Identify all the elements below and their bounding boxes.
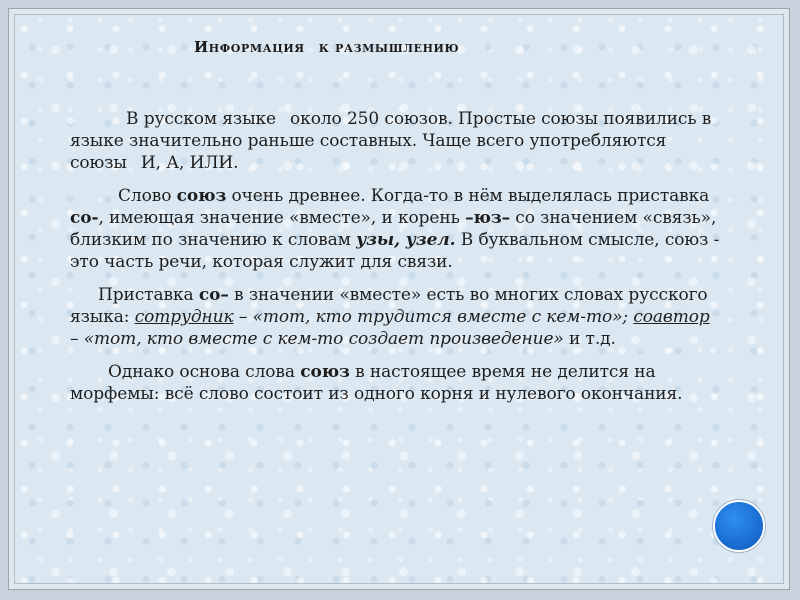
paragraph-3 [70, 284, 720, 350]
p2-bold-italic-words: узы, узел. [356, 230, 456, 250]
p2-text: очень древнее. Когда-то в нём выделялась приставка [226, 186, 710, 206]
p2-text: Слово [118, 186, 177, 206]
p2-bold-word: союз [176, 186, 227, 206]
paragraph-4 [70, 361, 720, 405]
p3-text: Приставка [98, 285, 199, 305]
p2-text: , имеющая значение «вместе», и корень [98, 208, 466, 228]
paragraph-1 [70, 108, 720, 174]
p3-text: – [233, 307, 253, 327]
p3-bold-prefix: со– [198, 285, 229, 305]
p4-text: Однако основа слова [108, 362, 301, 382]
p3-text: и т.д. [563, 329, 616, 349]
title-word-1: Информация [194, 38, 305, 56]
p2-bold-prefix: со- [70, 208, 99, 228]
title-word-2: к размышлению [318, 38, 460, 56]
p3-example-word-2: соавтор [633, 307, 710, 327]
p2-text: со значением «связь», близким по значению к словам [70, 208, 717, 250]
p1-text-1: В русском языке [126, 109, 277, 129]
p3-example-word-1: сотрудник [134, 307, 234, 327]
p4-text: в настоящее время не делится на морфемы: всё слово состоит из одного корня и нулевого окончания. [70, 362, 683, 404]
slide-body [70, 108, 720, 416]
p1-text-3: И, А, ИЛИ. [140, 153, 239, 173]
paragraph-2 [70, 185, 720, 273]
p3-definition-1: «тот, кто трудится вместе с кем-то»; [252, 307, 629, 327]
p3-text: в значении «вместе» есть во многих словах русского языка: [70, 285, 708, 327]
p2-text: В буквальном смысле, союз - это часть речи, которая служит для связи. [70, 230, 720, 272]
p2-bold-root: –юз– [465, 208, 510, 228]
p4-bold-word: союз [300, 362, 350, 382]
slide-title [194, 38, 459, 56]
blue-circle-decoration [713, 500, 765, 552]
p1-text-2: около 250 союзов. Простые союзы появились в языке значительно раньше составных. Чаще всего употребляются союзы [70, 109, 712, 173]
p3-text: – [70, 329, 84, 349]
p3-definition-2: «тот, кто вместе с кем-то создает произведение» [83, 329, 564, 349]
